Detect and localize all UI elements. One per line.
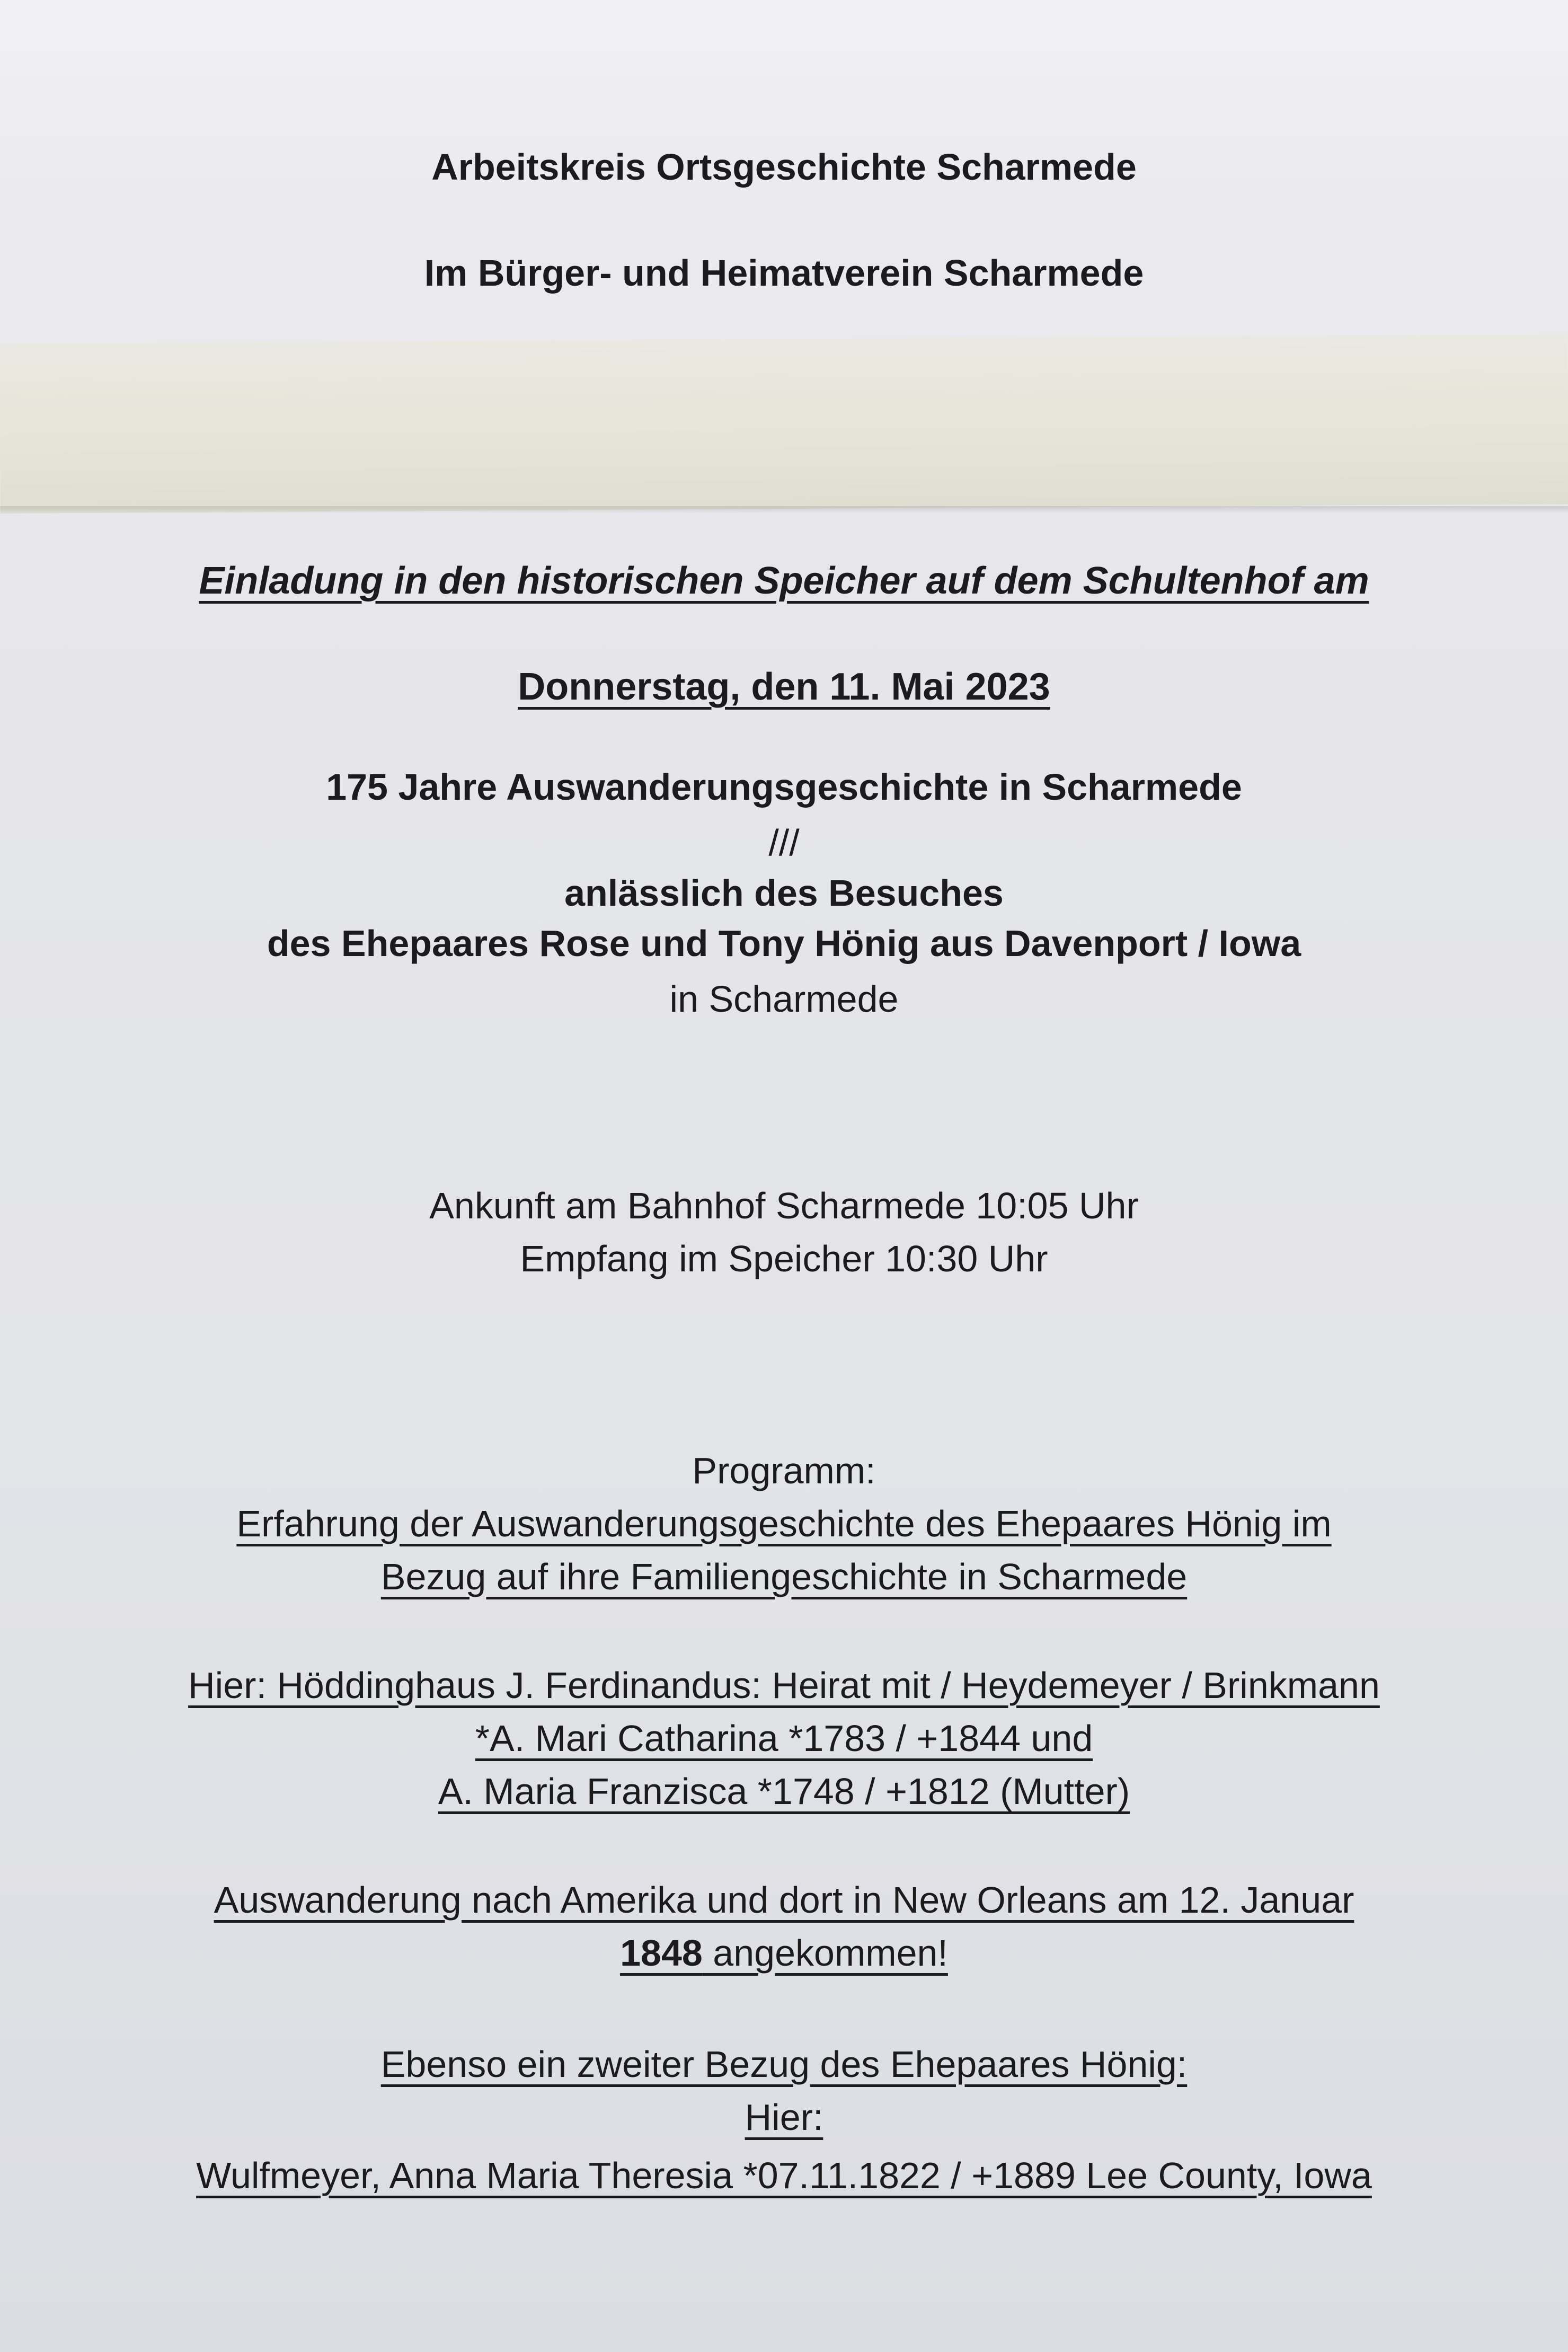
program-intro-line1: Erfahrung der Auswanderungsgeschichte des Ehepaares Hönig im bbox=[236, 1503, 1332, 1544]
schedule-arrival: Ankunft am Bahnhof Scharmede 10:05 Uhr bbox=[429, 1185, 1139, 1226]
program-intro-line2: Bezug auf ihre Familiengeschichte in Scharmede bbox=[380, 1556, 1188, 1597]
paper-edge-shadow bbox=[0, 506, 1568, 514]
program-second-line2: Hier: bbox=[745, 2097, 823, 2138]
emigration-year: 1848 bbox=[620, 1932, 703, 1974]
program-emigration-line1: Auswanderung nach Amerika und dort in New Orleans am 12. Januar bbox=[214, 1879, 1354, 1921]
header-association: Im Bürger- und Heimatverein Scharmede bbox=[424, 252, 1144, 294]
invitation-occasion-line1: anlässlich des Besuches bbox=[564, 872, 1004, 914]
invitation-separator: /// bbox=[768, 822, 800, 863]
invitation-title: Einladung in den historischen Speicher auf dem Schultenhof am bbox=[199, 560, 1369, 602]
program-here-line3: A. Maria Franzisca *1748 / +1812 (Mutter) bbox=[438, 1771, 1130, 1812]
invitation-date: Donnerstag, den 11. Mai 2023 bbox=[518, 666, 1050, 708]
invitation-subtitle: 175 Jahre Auswanderungsgeschichte in Scharmede bbox=[326, 766, 1242, 808]
invitation-occasion-line3: in Scharmede bbox=[669, 978, 899, 1020]
header-organization: Arbeitskreis Ortsgeschichte Scharmede bbox=[431, 146, 1137, 188]
invitation-occasion-line2: des Ehepaares Rose und Tony Hönig aus Davenport / Iowa bbox=[267, 923, 1301, 964]
emigration-arrival-text: angekommen! bbox=[702, 1932, 948, 1974]
program-emigration-line2 bbox=[0, 1932, 1568, 1974]
program-here-line2: *A. Mari Catharina *1783 / +1844 und bbox=[475, 1718, 1093, 1759]
program-heading: Programm: bbox=[692, 1450, 876, 1491]
program-second-line3: Wulfmeyer, Anna Maria Theresia *07.11.1822 / +1889 Lee County, Iowa bbox=[196, 2155, 1372, 2196]
program-second-line1: Ebenso ein zweiter Bezug des Ehepaares Hönig: bbox=[380, 2044, 1188, 2085]
adhesive-tape-strip bbox=[0, 334, 1568, 514]
program-here-line1: Hier: Höddinghaus J. Ferdinandus: Heirat mit / Heydemeyer / Brinkmann bbox=[188, 1665, 1380, 1706]
schedule-reception: Empfang im Speicher 10:30 Uhr bbox=[520, 1238, 1048, 1279]
